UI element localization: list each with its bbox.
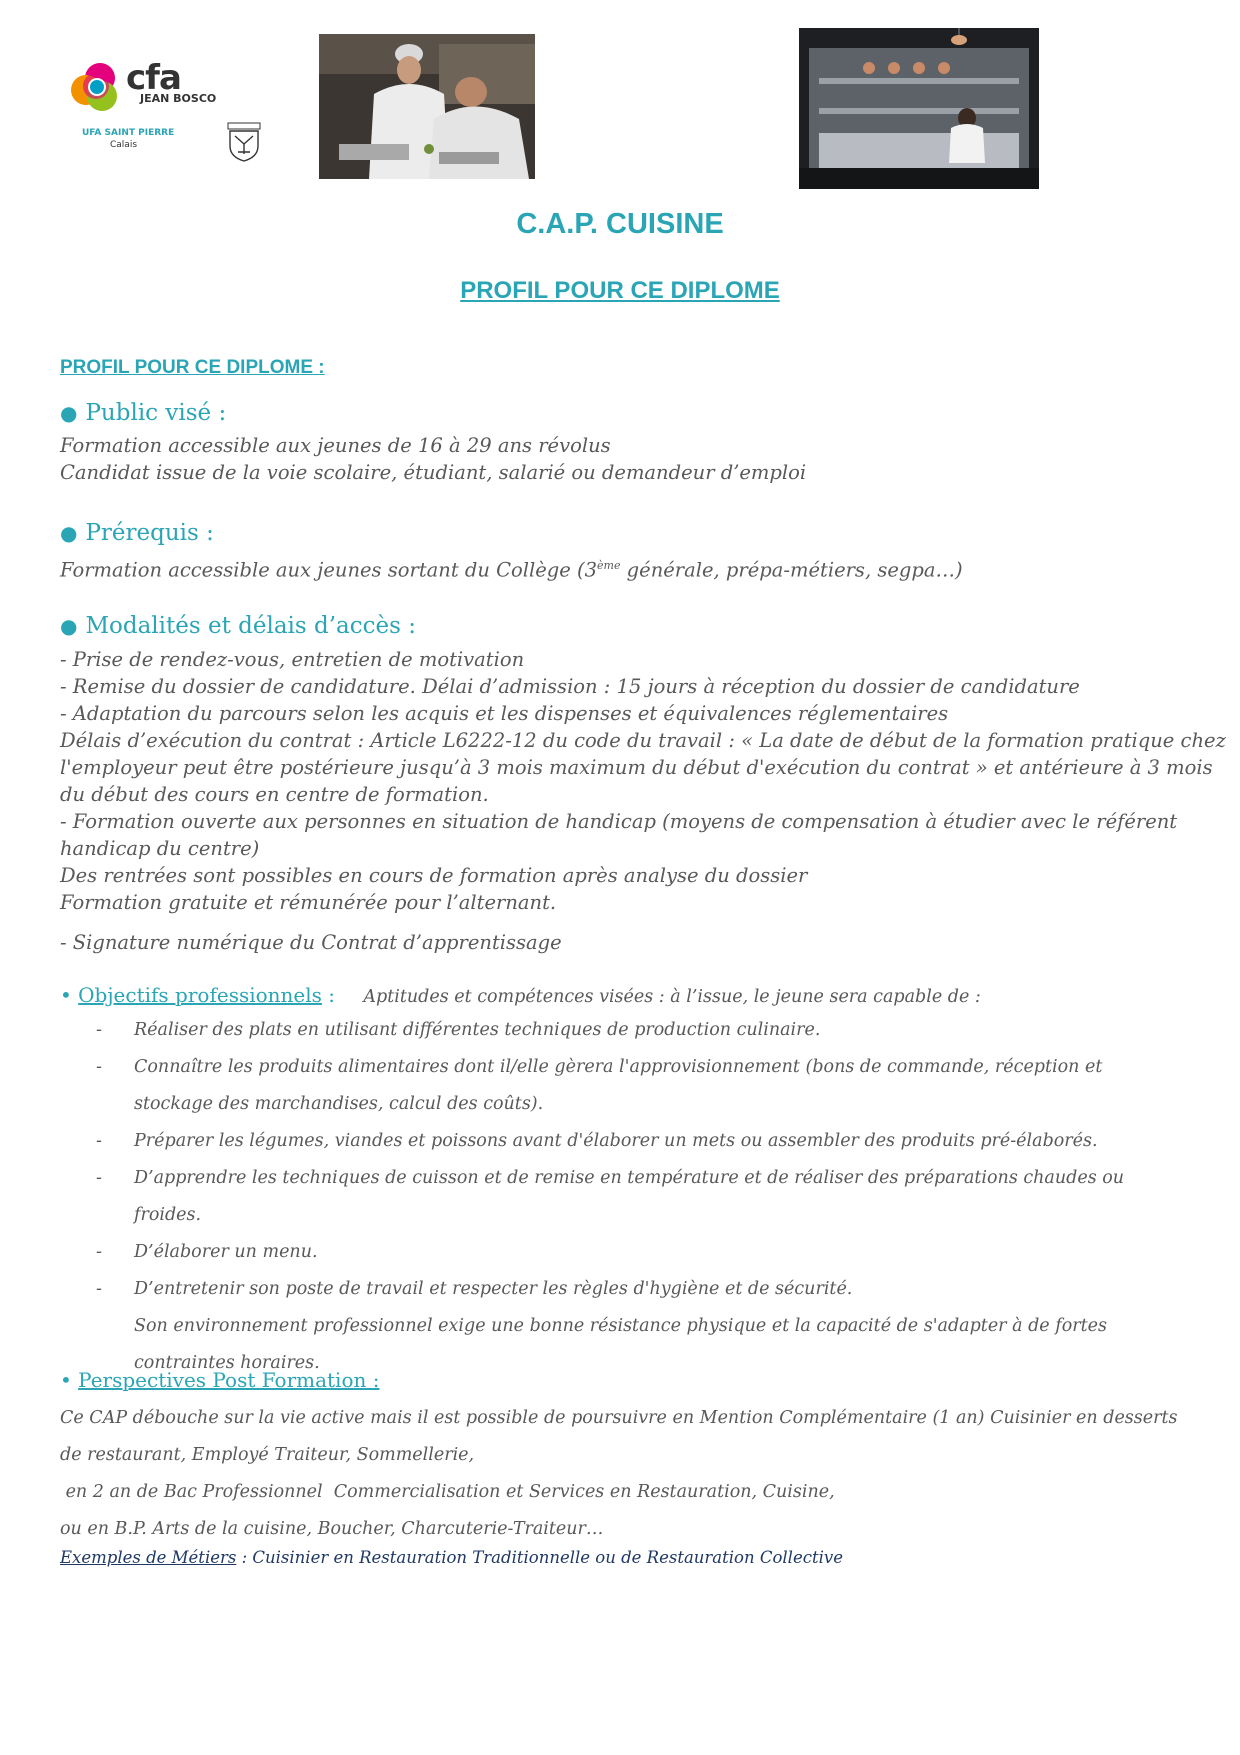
logo-brand: cfa: [126, 58, 181, 98]
list-item: - D’entretenir son poste de travail et respecter les règles d'hygiène et de sécurité.: [96, 1279, 853, 1299]
metiers-text: : Cuisinier en Restauration Traditionnelle ou de Restauration Collective: [236, 1548, 843, 1567]
public-line-1: Formation accessible aux jeunes de 16 à 29 ans révolus: [60, 434, 611, 457]
modalites-line-3: - Adaptation du parcours selon les acquis et les dispenses et équivalences réglementaires: [60, 702, 949, 725]
prerequis-line: Formation accessible aux jeunes sortant du Collège (3ème générale, prépa-métiers, segpa…): [60, 558, 963, 582]
list-item: - D’élaborer un menu.: [96, 1242, 318, 1262]
perspectives-text: [60, 1400, 1190, 1548]
modalites-line-6: du début des cours en centre de formation.: [60, 783, 489, 806]
list-item: - D’apprendre les techniques de cuisson et de remise en température et de réaliser des préparations chaudes ou froides.: [96, 1168, 1125, 1225]
public-heading: ● Public visé :: [60, 400, 227, 426]
modalites-line-4: Délais d’exécution du contrat : Article L6222-12 du code du travail : « La date de début de la formation pratique chez: [60, 729, 1226, 752]
chefs-cooking-photo: [319, 34, 535, 179]
prerequis-heading: ● Prérequis :: [60, 520, 214, 546]
bullet-icon: ●: [60, 401, 78, 425]
modalites-heading: ● Modalités et délais d’accès :: [60, 613, 416, 639]
kitchen-photo: [799, 28, 1039, 189]
objectifs-list: [96, 1012, 1186, 1382]
logo-ufa: UFA SAINT PIERRE: [82, 128, 175, 138]
list-item: - Connaître les produits alimentaires dont il/elle gèrera l'approvisionnement (bons de commande, réception et stockage des marchandises, calcul des coûts).: [96, 1057, 1103, 1114]
section-label: PROFIL POUR CE DIPLOME :: [60, 357, 325, 378]
objectifs-heading: • Objectifs professionnels : Aptitudes et compétences visées : à l’issue, le jeune sera capable de :: [60, 983, 981, 1007]
objectifs-aside: Aptitudes et compétences visées : à l’issue, le jeune sera capable de :: [363, 987, 981, 1007]
modalites-line-9: Des rentrées sont possibles en cours de formation après analyse du dossier: [60, 864, 808, 887]
bullet-icon: •: [60, 983, 72, 1007]
list-item: - Réaliser des plats en utilisant différentes techniques de production culinaire.: [96, 1020, 821, 1040]
modalites-line-5: l'employeur peut être postérieure jusqu’à 3 mois maximum du début d'exécution du contrat » et antérieure à 3 mois: [60, 756, 1213, 779]
modalites-line-8: handicap du centre): [60, 837, 260, 860]
bullet-icon: •: [60, 1368, 72, 1392]
perspectives-line-1: Ce CAP débouche sur la vie active mais il est possible de poursuivre en Mention Complémentaire (1 an) Cuisinier en desserts de restaurant, Employé Traiteur, Sommellerie,: [60, 1408, 1178, 1465]
cfa-logo: [70, 52, 270, 167]
perspectives-line-3: ou en B.P. Arts de la cuisine, Boucher, Charcuterie-Traiteur…: [60, 1519, 604, 1539]
metiers-examples: [60, 1548, 843, 1567]
modalites-line-7: - Formation ouverte aux personnes en situation de handicap (moyens de compensation à étudier avec le référent: [60, 810, 1178, 833]
list-item: - Préparer les légumes, viandes et poissons avant d'élaborer un mets ou assembler des produits pré-élaborés.: [96, 1131, 1098, 1151]
modalites-signature: - Signature numérique du Contrat d’apprentissage: [60, 931, 562, 954]
modalites-line-10: Formation gratuite et rémunérée pour l’alternant.: [60, 891, 557, 914]
crest-icon: [227, 122, 261, 162]
logo-city: Calais: [110, 140, 138, 150]
perspectives-line-2: en 2 an de Bac Professionnel Commercialisation et Services en Restauration, Cuisine,: [60, 1482, 835, 1502]
page-title: C.A.P. CUISINE: [516, 208, 724, 240]
logo-circles-icon: [70, 60, 126, 116]
bullet-icon: ●: [60, 521, 78, 545]
metiers-label: Exemples de Métiers: [60, 1548, 237, 1567]
page-subtitle: PROFIL POUR CE DIPLOME: [460, 277, 780, 304]
public-line-2: Candidat issue de la voie scolaire, étudiant, salarié ou demandeur d’emploi: [60, 461, 807, 484]
objectifs-closing: Son environnement professionnel exige une bonne résistance physique et la capacité de s'adapter à de fortes contraintes horaires.: [134, 1316, 1107, 1373]
modalites-line-2: - Remise du dossier de candidature. Délai d’admission : 15 jours à réception du dossier de candidature: [60, 675, 1080, 698]
modalites-line-1: - Prise de rendez-vous, entretien de motivation: [60, 648, 525, 671]
perspectives-heading: • Perspectives Post Formation :: [60, 1368, 380, 1392]
logo-brand-sub: JEAN BOSCO: [140, 92, 217, 105]
bullet-icon: ●: [60, 614, 78, 638]
